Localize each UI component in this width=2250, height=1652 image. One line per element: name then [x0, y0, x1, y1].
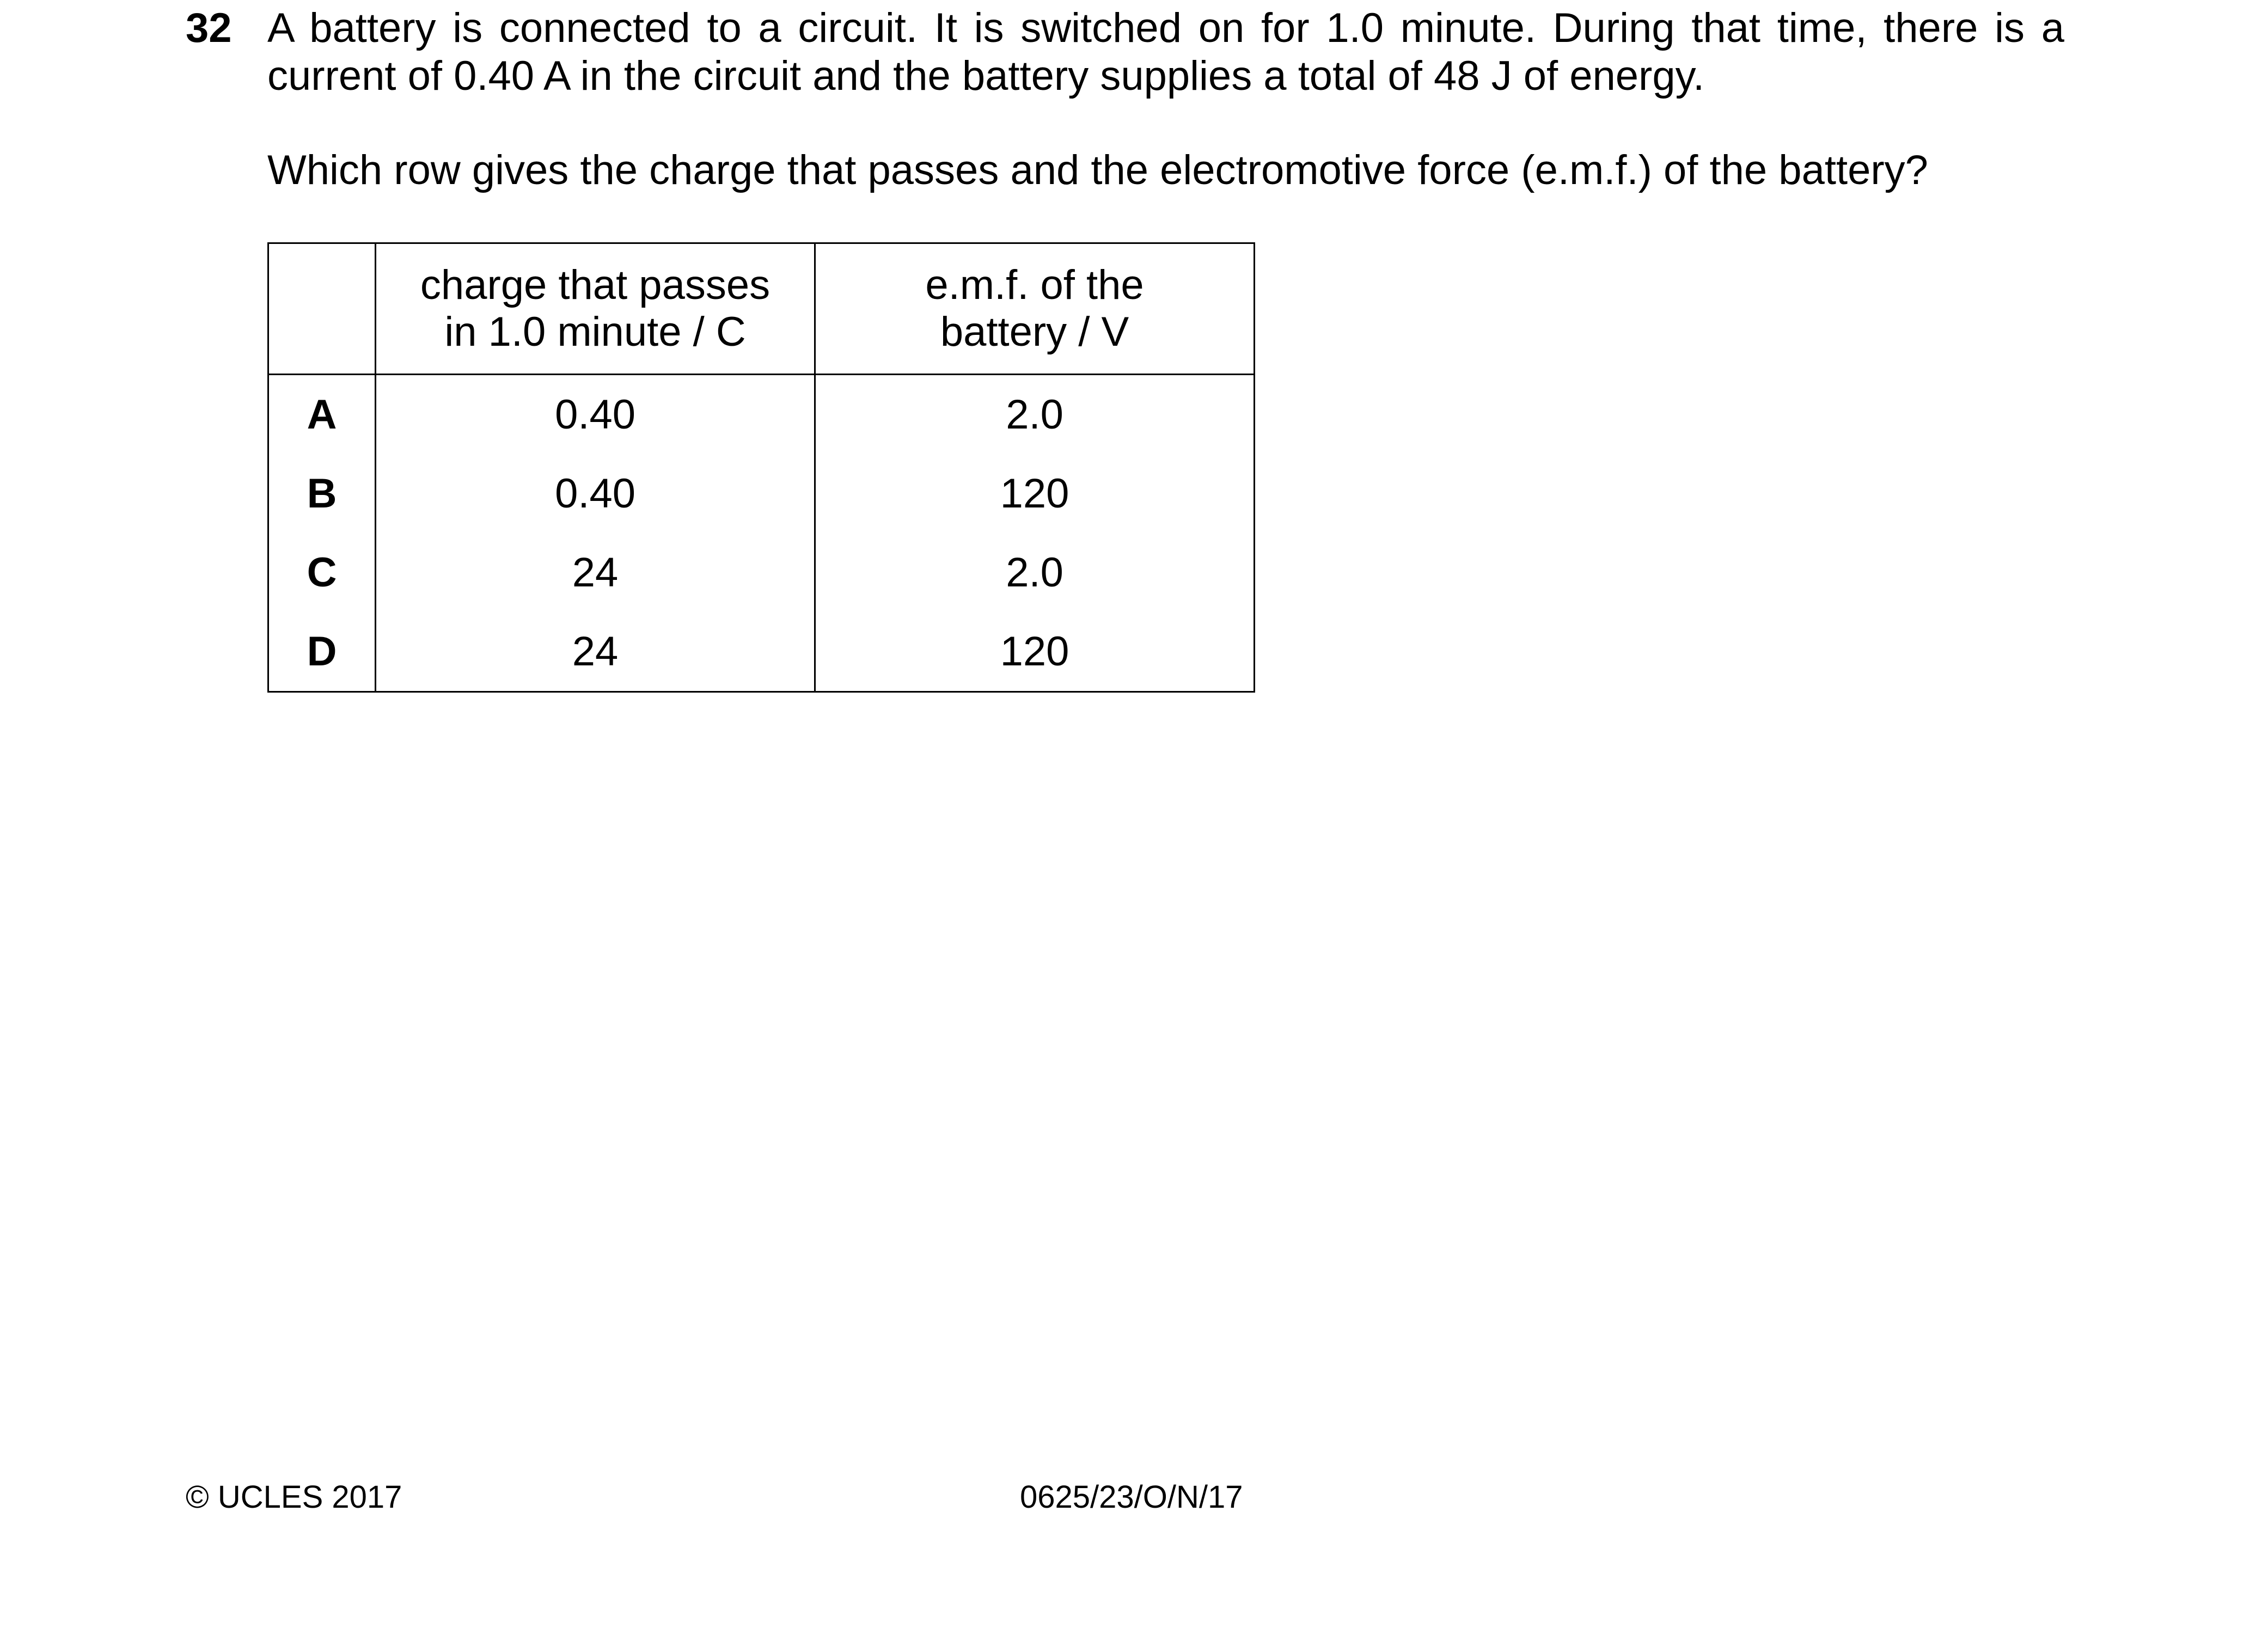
table-row — [268, 375, 1255, 455]
option-emf: 2.0 — [1006, 391, 1063, 438]
table-header-row — [268, 243, 1255, 375]
header-charge — [376, 243, 815, 375]
question-prompt: Which row gives the charge that passes and the electromotive force (e.m.f.) of the battery? — [267, 147, 1928, 193]
table-row — [268, 533, 1255, 612]
option-letter: A — [268, 375, 376, 455]
footer-copyright: © UCLES 2017 — [186, 1479, 402, 1515]
header-emf-line2: battery / V — [940, 309, 1129, 355]
header-emf-line1: e.m.f. of the — [925, 262, 1144, 308]
table-row — [268, 454, 1255, 533]
header-letter-cell — [268, 243, 376, 375]
option-letter: B — [268, 454, 376, 533]
option-emf: 120 — [1000, 470, 1069, 517]
option-charge: 0.40 — [376, 375, 815, 455]
header-charge-line1: charge that passes — [420, 262, 771, 308]
table-row — [268, 612, 1255, 692]
header-charge-line2: in 1.0 minute / C — [444, 309, 746, 355]
option-charge: 0.40 — [376, 454, 815, 533]
option-emf: 120 — [1000, 628, 1069, 675]
question-number: 32 — [186, 5, 232, 51]
option-emf: 2.0 — [1006, 549, 1063, 596]
option-charge: 24 — [376, 612, 815, 692]
question-stem: A battery is connected to a circuit. It is switched on for 1.0 minute. During that time, there is a current of 0.40 A in the circuit and the battery supplies a total of 48 J of energy. — [267, 5, 2064, 99]
header-emf — [815, 243, 1255, 375]
options-table — [267, 242, 1255, 693]
option-charge: 24 — [376, 533, 815, 612]
option-letter: D — [268, 612, 376, 692]
option-letter: C — [268, 533, 376, 612]
footer-paper-code: 0625/23/O/N/17 — [1020, 1479, 1243, 1515]
